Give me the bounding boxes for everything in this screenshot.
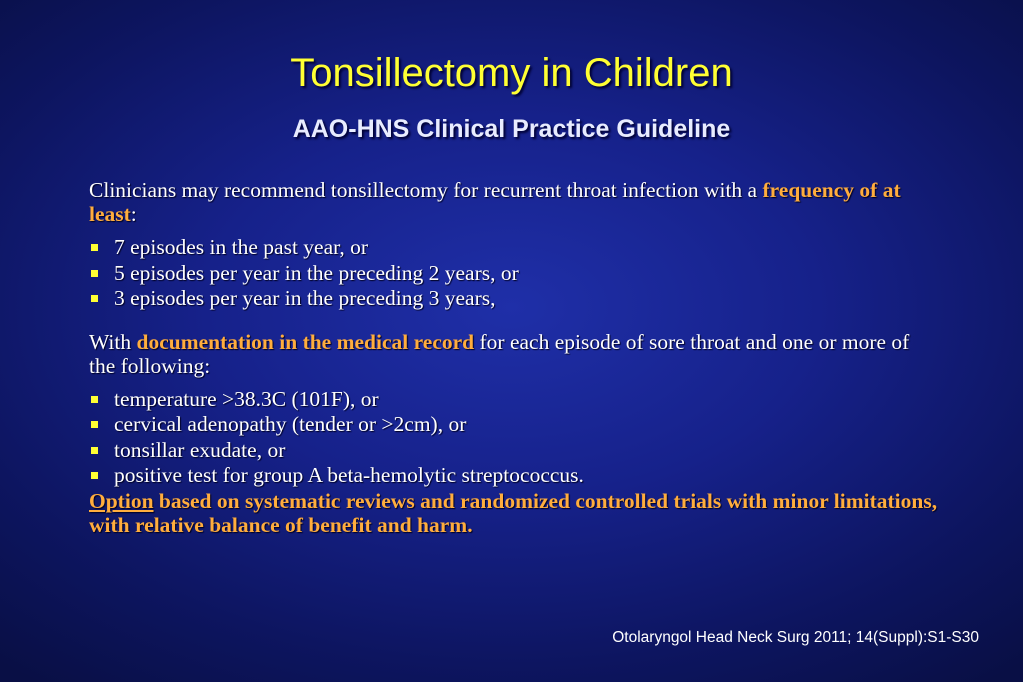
slide-title: Tonsillectomy in Children (290, 51, 733, 95)
list-item (89, 235, 939, 261)
list-item (89, 463, 939, 489)
documentation-paragraph (89, 330, 939, 378)
intro-highlight: frequency of at least (89, 178, 901, 226)
criteria-list (89, 387, 939, 489)
slide-body (89, 178, 939, 537)
square-bullet-icon (91, 270, 98, 277)
list-item (89, 438, 939, 464)
intro-suffix: : (130, 202, 137, 226)
square-bullet-icon (91, 472, 98, 479)
list-item-text: cervical adenopathy (tender or >2cm), or (114, 412, 467, 436)
list-item (89, 387, 939, 413)
square-bullet-icon (91, 295, 98, 302)
list-item-text: 5 episodes per year in the preceding 2 years, or (114, 260, 519, 285)
list-item-text: positive test for group A beta-hemolytic streptococcus. (114, 463, 584, 487)
list-item-text: 3 episodes per year in the preceding 3 years, (114, 286, 496, 310)
square-bullet-icon (91, 396, 98, 403)
list-item-text: temperature >38.3C (101F), or (114, 386, 379, 411)
list-item (89, 286, 939, 312)
square-bullet-icon (91, 421, 98, 428)
list-item-text: 7 episodes in the past year, or (114, 235, 369, 259)
list-item (89, 412, 939, 438)
option-paragraph (89, 489, 939, 537)
documentation-prefix: With (89, 329, 137, 354)
documentation-suffix: for each episode of sore throat and one or more of the following: (89, 329, 910, 378)
slide-subtitle: AAO-HNS Clinical Practice Guideline (292, 115, 731, 143)
square-bullet-icon (91, 447, 98, 454)
option-label: Option (89, 488, 154, 513)
intro-text: Clinicians may recommend tonsillectomy for recurrent throat infection with a (89, 178, 763, 202)
square-bullet-icon (91, 244, 98, 251)
list-item-text: tonsillar exudate, or (114, 437, 286, 462)
documentation-highlight: documentation in the medical record (136, 329, 475, 354)
intro-paragraph (89, 178, 939, 226)
citation: Otolaryngol Head Neck Surg 2011; 14(Suppl):S1-S30 (612, 629, 979, 646)
option-text: based on systematic reviews and randomized controlled trials with minor limitations, with relative balance of benefit and harm. (89, 488, 938, 537)
frequency-list (89, 235, 939, 312)
list-item (89, 261, 939, 287)
